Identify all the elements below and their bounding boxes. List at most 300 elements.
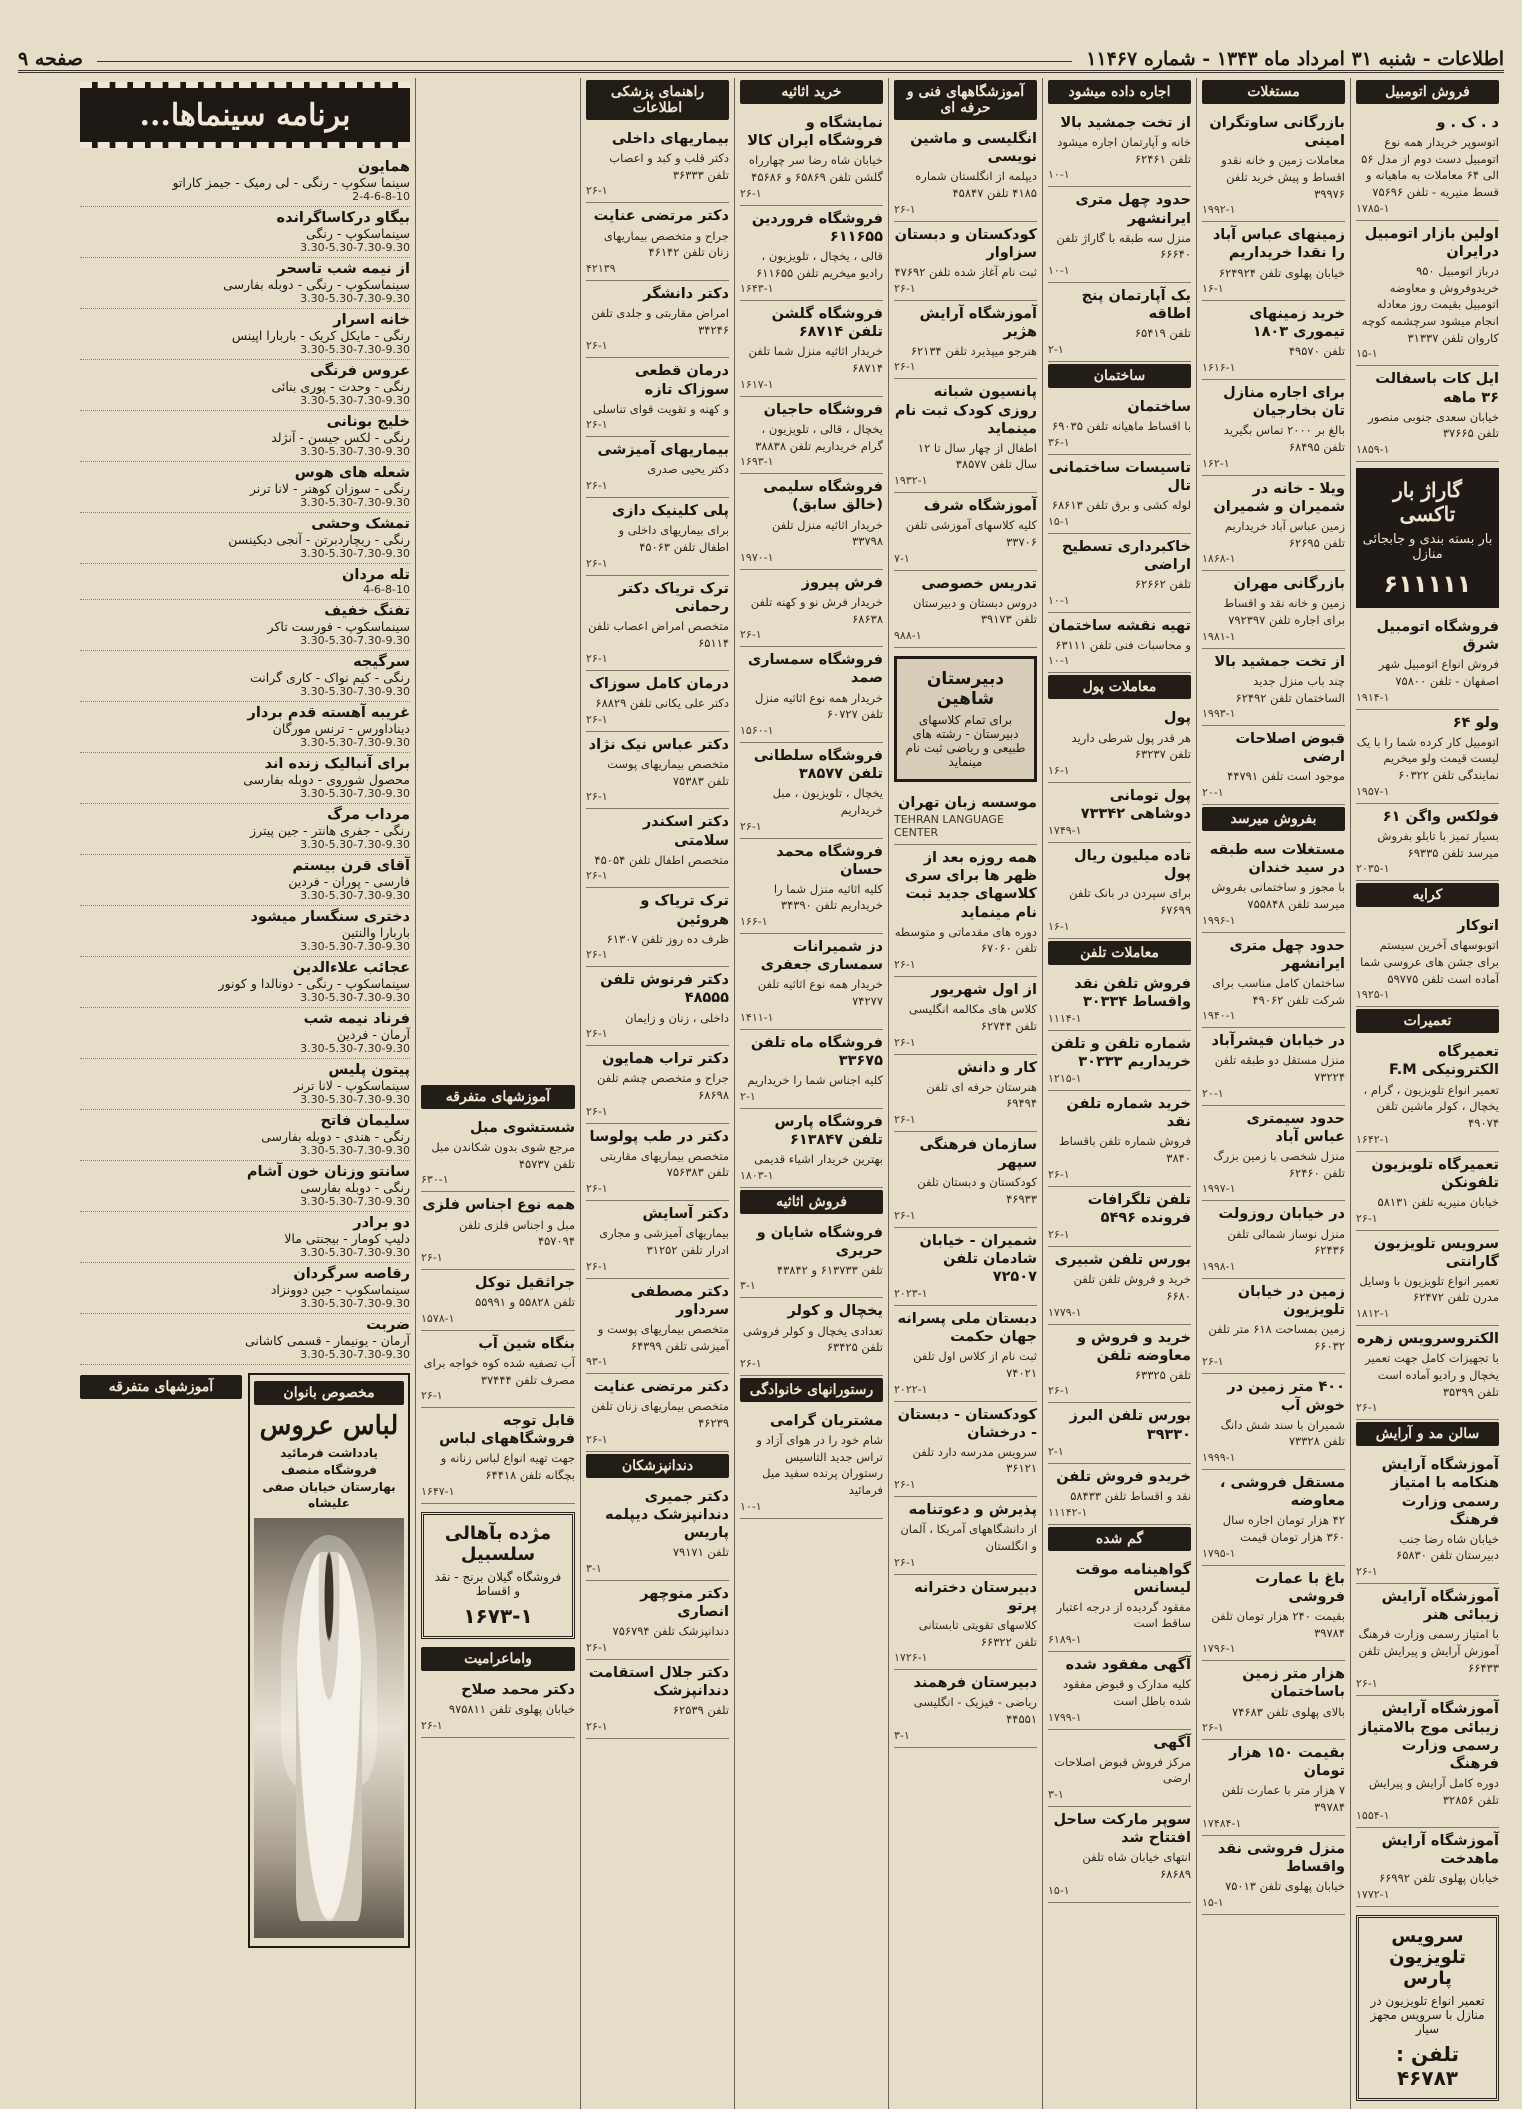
ad-code: ۲۶-۱ <box>1048 1228 1070 1242</box>
ad-title: بنگاه شین آب <box>478 1335 575 1352</box>
ad-title: دکتر جلال استقامت دندانپزشک <box>588 1664 729 1699</box>
ad-body: تلفن ۶۲۶۶۲ <box>1134 576 1191 591</box>
cinema-times: 3.30-5.30-7.30-9.30 <box>300 1348 410 1361</box>
display-ad-title: دبیرستان شاهین <box>926 669 1005 710</box>
ad-body: اتوسوپر خریدار همه نوع اتومبیل دست دوم از مدل ۵۶ الی ۶۴ معاملات به ماهیانه و قسط منیریه - تلفن ۷۵۶۹۶ <box>1361 135 1499 200</box>
cinema-name: سرگیجه <box>353 654 410 670</box>
ad-code: ۱۷۷۲-۱ <box>1356 1888 1390 1902</box>
ad-list <box>740 1220 883 1376</box>
classified-ad <box>1356 710 1499 804</box>
cinema-listing <box>80 1314 410 1365</box>
ad-title: خریدو فروش تلفن <box>1056 1468 1191 1485</box>
masthead-rule <box>97 61 1072 62</box>
ad-body: مبل و اجناس فلزی تلفن ۴۵۷۰۹۴ <box>458 1217 575 1249</box>
ad-body: منزل مستقل دو طبقه تلفن ۷۳۲۲۴ <box>1214 1053 1345 1085</box>
ad-body: موجود است تلفن ۴۴۷۹۱ <box>1227 769 1345 784</box>
classified-ad <box>586 498 729 575</box>
ad-list <box>1048 705 1191 938</box>
ad-body: شمیران با سند شش دانگ تلفن ۷۳۳۲۸ <box>1220 1417 1345 1449</box>
ad-code: ۳۶-۱ <box>1048 435 1070 449</box>
ad-title: دز شمیرانات سمساری جعفری <box>760 939 883 974</box>
display-ad-rice <box>421 1512 575 1639</box>
classified-ad <box>740 1408 883 1519</box>
ad-title: فروشگاه فروردین ۶۱۱۶۵۵ <box>751 210 883 245</box>
ad-title: فروشگاه سلیمی (خالق سابق) <box>763 479 883 514</box>
cinema-listing <box>80 1110 410 1161</box>
cinema-name: فرناد نیمه شب <box>303 1011 410 1027</box>
display-ad-title: گاراژ بار تاکسی <box>1393 478 1462 527</box>
ad-body: خریدار اثاثیه منزل شما تلفن ۶۸۷۱۴ <box>748 344 883 376</box>
classified-ad <box>894 1055 1037 1132</box>
ad-code: ۳-۱ <box>1048 1788 1064 1802</box>
ad-title: دکتر فرنوش تلفن ۴۸۵۵۵ <box>600 972 729 1007</box>
ad-list <box>740 110 883 1188</box>
cinema-listing <box>80 855 410 906</box>
ad-body: دوره های مقدماتی و متوسطه تلفن ۶۷۰۶۰ <box>894 924 1037 956</box>
ad-code: ۱۷۸۵-۱ <box>1356 201 1390 215</box>
classified-ad <box>1202 222 1345 301</box>
cinema-film: رنگی - لکس جیسن - آنژلد <box>271 430 410 445</box>
cinema-times: 3.30-5.30-7.30-9.30 <box>300 343 410 356</box>
cinema-name: همایون <box>357 159 410 175</box>
classified-ad <box>1048 705 1191 782</box>
ad-title: تاده میلیون ریال پول <box>1073 848 1191 883</box>
ad-body: ریاضی - فیزیک - انگلیسی ۴۴۵۵۱ <box>913 1695 1037 1727</box>
ad-title: دبیرستان دخترانه پرتو <box>914 1579 1037 1614</box>
ad-title: از اول شهریور <box>931 982 1037 999</box>
ad-body: تلفن ۴۹۵۷۰ <box>1288 344 1345 359</box>
ad-title: آموزشگاه شرف <box>923 498 1037 515</box>
ad-code: ۲۶-۱ <box>586 1719 608 1733</box>
classified-ad <box>1356 1584 1499 1696</box>
ad-title: آموزشگاه آرایش زیبائی موج بالامتیاز رسمی وزارت فرهنگ <box>1358 1701 1499 1772</box>
ad-code: ۱۹۳۲-۱ <box>894 474 928 488</box>
classified-ad <box>1356 1326 1499 1420</box>
cinema-name: دو برادر <box>353 1215 410 1231</box>
ad-title: انگلیسی و ماشین نویسی <box>910 131 1037 166</box>
classified-ad <box>894 1306 1037 1402</box>
cinema-times: 3.30-5.30-7.30-9.30 <box>300 292 410 305</box>
classified-ad <box>586 732 729 809</box>
ad-title: ترک تریاک و هروئین <box>640 893 729 928</box>
ad-code: ۱۹۴۰-۱ <box>1202 1009 1236 1023</box>
classified-ad <box>1048 1403 1191 1463</box>
ad-code: ۲۶-۱ <box>1356 1565 1378 1579</box>
ad-body: ظرف ده روز تلفن ۶۱۳۰۷ <box>606 931 729 946</box>
ad-title: بازرگانی ساوتگران امینی <box>1209 115 1345 150</box>
ad-title: یک آپارتمان پنج اطاقه <box>1081 288 1191 323</box>
ad-title: فرش پیروز <box>801 574 883 591</box>
ad-body: از دانشگاههای آمریکا ، آلمان و انگلستان <box>900 1522 1037 1553</box>
ad-code: ۱۵۷۸-۱ <box>421 1311 455 1325</box>
ad-body: متخصص امراض اعصاب تلفن ۶۵۱۱۴ <box>588 618 729 650</box>
ad-code: ۷-۱ <box>894 551 910 565</box>
ad-code: ۳-۱ <box>894 1728 910 1742</box>
classified-ad <box>421 1677 575 1738</box>
cinema-listing <box>80 1212 410 1263</box>
ad-title: الکتروسرویس زهره <box>1356 1331 1499 1348</box>
display-ad-garage <box>1356 468 1499 608</box>
ad-body: دیپلمه از انگلستان شماره ۴۱۸۵ تلفن ۴۵۸۴۷ <box>915 169 1037 200</box>
section-banner: فروش اتومبیل <box>1356 80 1499 104</box>
column-cinema <box>75 78 415 2109</box>
ad-body: کلیه اجناس شما را خریداریم <box>747 1072 883 1087</box>
classified-ad <box>1202 301 1345 380</box>
cinema-listing <box>80 207 410 258</box>
cinema-film: سینماسکوپ - جین دوونزاد <box>270 1282 410 1297</box>
classified-ad <box>1202 1661 1345 1740</box>
cinema-name: سانتو وزنان خون آشام <box>246 1164 410 1180</box>
classified-ad <box>1202 1836 1345 1915</box>
ad-title: از تخت جمشید بالا <box>1060 115 1191 131</box>
masthead-issue-info: اطلاعات - شنبه ۳۱ امرداد ماه ۱۳۴۳ - شماره ۱۱۴۶۷ <box>1086 48 1504 70</box>
cinema-times: 3.30-5.30-7.30-9.30 <box>300 1144 410 1157</box>
ad-code: ۲۶-۱ <box>421 1250 443 1264</box>
classified-ad <box>1356 221 1499 367</box>
cinema-times: 4-6-8-10 <box>363 583 410 596</box>
ad-code: ۶۱۸۹-۱ <box>1048 1633 1082 1647</box>
ad-body: زمین و خانه نقد و اقساط برای اجاره تلفن ۷۹۲۳۹۷ <box>1223 596 1345 628</box>
cinema-film: رنگی - دوبله بفارسی <box>300 1180 410 1195</box>
classified-ad <box>1356 804 1499 881</box>
ad-code: ۲۶-۱ <box>586 418 608 432</box>
ad-title: یخچال و کولر <box>787 1303 883 1320</box>
ad-code: ۳-۱ <box>586 1561 602 1575</box>
ad-title: آگهی <box>1153 1734 1191 1751</box>
ad-list <box>1356 1452 1499 1907</box>
ad-code: ۱۶۹۳-۱ <box>740 455 774 469</box>
ad-title: پول تومانی دوشاهی ۷۳۳۴۲ <box>1080 787 1191 823</box>
ad-body: و محاسبات فنی تلفن ۶۳۱۱۱ <box>1055 637 1191 652</box>
classified-ad <box>1356 1152 1499 1231</box>
ad-body: ۷ هزار متر با عمارت تلفن ۳۹۷۸۴ <box>1221 1783 1345 1815</box>
cinema-bottom-ads <box>80 1373 410 1948</box>
ad-title: حدود چهل متری ایرانشهر <box>1075 192 1191 227</box>
cinema-name: عروس فرنگی <box>309 363 410 379</box>
classified-ad <box>1356 614 1499 710</box>
cinema-listing <box>80 360 410 411</box>
cinema-film: سینماسکوپ - رنگی <box>306 226 410 241</box>
ad-title: ایل کات باسفالت ۳۶ ماهه <box>1375 371 1499 406</box>
classified-ad <box>586 437 729 498</box>
ad-body: سرویس مدرسه دارد تلفن ۳۶۱۲۱ <box>912 1444 1037 1476</box>
ad-title: آموزشگاه آرایش هژیر <box>919 305 1037 340</box>
cinema-overflow-spacer <box>421 78 575 1083</box>
ad-code: ۲۶-۱ <box>894 958 916 972</box>
cinema-times: 2-4-6-8-10 <box>352 190 410 203</box>
ad-list <box>1356 913 1499 1007</box>
ad-title: دکتر عباس نیک نژاد <box>588 736 729 753</box>
ad-code: ۲۰-۱ <box>1202 786 1224 800</box>
ad-code: ۲۶-۱ <box>586 556 608 570</box>
section-banner: تعمیرات <box>1356 1009 1499 1033</box>
ad-body: خریدار همه نوع اثاثیه تلفن ۷۴۲۷۷ <box>757 977 883 1009</box>
cinema-times: 3.30-5.30-7.30-9.30 <box>300 445 410 458</box>
ad-code: ۲۶-۱ <box>894 1208 916 1222</box>
ad-title: نمایشگاه و فروشگاه ایران کالا <box>747 115 883 150</box>
classified-ad <box>1048 110 1191 187</box>
ad-body: آب تصفیه شده کوه خواجه برای مصرف تلفن ۳۷۴۴۴ <box>423 1355 575 1387</box>
cinema-listing <box>80 513 410 564</box>
ad-body: قالی ، یخچال ، تلویزیون ، رادیو میخریم تلفن ۶۱۱۶۵۵ <box>756 248 883 280</box>
ad-code: ۲۶-۱ <box>894 281 916 295</box>
ad-title: تدریس خصوصی <box>921 575 1037 592</box>
classified-ad <box>1202 1201 1345 1278</box>
ad-title: تعمیرگاه الکترونیکی F.M <box>1388 1044 1499 1079</box>
ad-list <box>1356 614 1499 881</box>
cinema-film: رنگی - وحدت - پوری بنائی <box>271 379 410 394</box>
section-banner: مستغلات <box>1202 80 1345 104</box>
classified-ad <box>421 1331 575 1408</box>
ad-code: ۱۵-۱ <box>1048 514 1070 528</box>
cinema-name: دختری سنگسار میشود <box>250 909 410 925</box>
display-ad-phone: تلفن : ۴۶۷۸۳ <box>1395 2042 1460 2091</box>
cinema-name: سلیمان فاتح <box>320 1113 410 1129</box>
ad-title: زمینهای عباس آباد را نقدا خریداریم <box>1212 227 1345 262</box>
ad-title: جراثقیل توکل <box>474 1274 575 1291</box>
classified-ad <box>894 126 1037 222</box>
ad-code: ۱۶-۱ <box>1202 282 1224 296</box>
ad-title: سوپر مارکت ساحل افتتاح شد <box>1053 1812 1191 1847</box>
ad-code: ۲۶-۱ <box>421 1718 443 1732</box>
ad-list <box>894 126 1037 648</box>
section-banner: مخصوص بانوان <box>254 1381 404 1405</box>
classified-ad <box>421 1270 575 1331</box>
ad-title: دکتر آسایش <box>642 1206 729 1223</box>
ad-title: خاکبرداری تسطیح اراضی <box>1061 538 1191 573</box>
ad-code: ۱۶-۱ <box>1048 919 1070 933</box>
bride-photo <box>254 1518 404 1938</box>
ad-code: ۱۶۲-۱ <box>1202 456 1230 470</box>
ad-body: خیابان پهلوی تلفن ۶۲۴۹۲۴ <box>1218 265 1345 280</box>
cinema-listing <box>80 1008 410 1059</box>
classified-ad <box>1048 534 1191 613</box>
ad-code: ۱۹۹۸-۱ <box>1202 1259 1236 1273</box>
ad-title: تعمیرگاه تلویزیون تلفونکن <box>1371 1156 1499 1191</box>
ad-code: ۲۶-۱ <box>894 1478 916 1492</box>
cinema-name: تفنگ خفیف <box>324 603 410 619</box>
ad-code: ۱۶۶-۱ <box>740 915 768 929</box>
classified-ad <box>1202 1566 1345 1662</box>
ad-title: بیماریهای داخلی <box>611 131 729 147</box>
classified-ad <box>1048 783 1191 843</box>
ad-body: ثبت نام از کلاس اول تلفن ۷۴۰۲۱ <box>913 1349 1037 1380</box>
classified-ad <box>894 1402 1037 1498</box>
section-banner: معاملات تلفن <box>1048 941 1191 965</box>
ad-title: بازرگانی مهران <box>1233 576 1345 593</box>
classified-ad <box>1202 571 1345 648</box>
ad-title: فروشگاه حاجیان <box>763 401 883 418</box>
ad-body: بقیمت ۲۴۰ هزار تومان تلفن ۳۹۷۸۴ <box>1211 1608 1345 1640</box>
ad-code: ۲۶-۱ <box>1356 1677 1378 1691</box>
classified-ad <box>421 1192 575 1269</box>
classified-ad <box>1202 1470 1345 1566</box>
ad-code: ۲۶-۱ <box>586 1104 608 1118</box>
ad-body: دکتر یحیی صدری <box>647 462 729 477</box>
cinema-list <box>80 156 410 1365</box>
ad-body: اتومبیل کار کرده شما را با یک لیست قیمت ولو میخریم نمایندگی تلفن ۶۰۳۲۲ <box>1356 734 1499 783</box>
cinema-name: خانه اسرار <box>333 312 410 328</box>
ad-body: جراح و متخصص چشم تلفن ۶۸۶۹۸ <box>597 1071 729 1103</box>
ad-title: دبیرستان فرهمند <box>913 1675 1037 1692</box>
ad-code: ۲۶-۱ <box>586 479 608 493</box>
classified-ad <box>586 1124 729 1201</box>
cinema-film: باربارا والنتین <box>341 925 410 940</box>
ad-title: کار و دانش <box>957 1059 1037 1076</box>
cinema-listing <box>80 753 410 804</box>
classified-ad <box>1202 1106 1345 1202</box>
classified-ad <box>740 110 883 206</box>
classified-ad <box>894 790 1037 845</box>
ad-body: بیماریهای آمیزشی و مجاری ادرار تلفن ۳۱۲۵۲ <box>599 1226 729 1257</box>
classified-ad <box>740 570 883 647</box>
ad-title: فروشگاه سلطانی تلفن ۳۸۵۷۷ <box>753 747 883 783</box>
section-banner: معاملات پول <box>1048 675 1191 699</box>
ad-title: برای اجاره منازل تان بخارجیان <box>1223 385 1345 420</box>
ad-title: پلی کلینیک دازی <box>611 503 729 520</box>
ad-body: زمین عباس آباد خریداریم تلفن ۶۲۶۹۵ <box>1224 518 1345 550</box>
ad-body: جراح و متخصص بیماریهای زنان تلفن ۴۶۱۴۲ <box>603 228 729 260</box>
classified-ad <box>1048 455 1191 534</box>
classified-ad <box>1048 1187 1191 1247</box>
ad-body: کلیه کلاسهای آموزشی تلفن ۳۳۷۰۶ <box>905 518 1037 549</box>
ad-title: ساختمان <box>1127 398 1191 415</box>
classified-ad <box>894 379 1037 493</box>
ad-body: فروش انواع اتومبیل شهر اصفهان - تلفن ۷۵۸۰۰ <box>1378 657 1499 688</box>
classified-ad <box>1048 1247 1191 1324</box>
ad-body: متخصص بیماریهای پوست تلفن ۷۵۳۸۳ <box>607 757 729 788</box>
cinema-listing <box>80 156 410 207</box>
cinema-film: رنگی - ریچاردبرتن - آنجی دیکینسن <box>228 532 410 547</box>
column-furniture <box>734 78 888 2109</box>
section-banner: ساختمان <box>1048 364 1191 388</box>
cinema-name: از نیمه شب تاسحر <box>277 261 410 277</box>
cinema-name: شعله های هوس <box>294 465 410 481</box>
display-ad-school <box>894 656 1037 782</box>
ad-body: اتوبوسهای آخرین سیستم برای جشن های عروسی شما آماده است تلفن ۵۹۷۷۵ <box>1360 938 1499 986</box>
classified-ad <box>586 1660 729 1739</box>
classified-ad <box>586 1374 729 1451</box>
classified-ad <box>894 493 1037 570</box>
ad-code: TEHRAN LANGUAGE CENTER <box>894 813 1004 840</box>
classified-ad <box>1356 1696 1499 1828</box>
column-car-sales <box>1350 78 1504 2109</box>
classified-ad <box>1048 1325 1191 1404</box>
ad-title: بیماریهای آمیزشی <box>597 442 729 459</box>
ad-body: تلفن ۶۳۳۲۵ <box>1134 1367 1191 1382</box>
ad-body: متخصص اطفال تلفن ۴۵۰۵۴ <box>594 852 729 867</box>
ad-body: و کهنه و تقویت قوای تناسلی <box>592 401 729 416</box>
ad-code: ۲۶-۱ <box>894 360 916 374</box>
ad-title: فولکس واگن ۶۱ <box>1382 808 1499 825</box>
ad-title: اولین بازار اتومبیل درایران <box>1364 225 1499 260</box>
ad-title: مستقل فروشی ، معاوضه <box>1219 1475 1345 1510</box>
cinema-times: 3.30-5.30-7.30-9.30 <box>300 1195 410 1208</box>
ad-title: بورس تلفن البرز ۳۹۳۳۰ <box>1069 1408 1191 1443</box>
ad-code: ۲۰۲۲-۱ <box>894 1382 928 1396</box>
ad-body: مرجع شوی بدون شکاندن مبل تلفن ۴۵۷۳۷ <box>431 1140 575 1171</box>
classified-ad <box>894 1228 1037 1306</box>
classified-ad <box>586 126 729 203</box>
section-banner: گم شده <box>1048 1527 1191 1551</box>
classified-ad <box>740 1220 883 1299</box>
ad-body: با مجوز و ساختمانی بفروش میرسد تلفن ۷۵۵۸۴۸ <box>1211 880 1345 912</box>
ad-list <box>1048 394 1191 673</box>
cinema-listing <box>80 258 410 309</box>
ad-body: خیابان پهلوی تلفن ۶۶۹۹۲ <box>1379 1871 1499 1886</box>
ad-title: دکتر منوچهر انصاری <box>640 1585 729 1620</box>
ad-title: آموزشگاه آرایش هنکامه با امتیاز رسمی وزارت فرهنگ <box>1381 1457 1499 1528</box>
ad-code: ۲۶-۱ <box>740 186 762 200</box>
classified-ad <box>1202 649 1345 726</box>
cinema-film: سینماسکوپ - لانا ترنر <box>293 1078 410 1093</box>
ad-body: امراض مقاربتی و جلدی تلفن ۳۴۲۴۶ <box>591 306 729 337</box>
cinema-film: سینما سکوپ - رنگی - لی رمیک - جیمز کاراتو <box>172 175 410 190</box>
classified-ad <box>1202 933 1345 1029</box>
classified-ad <box>586 281 729 358</box>
cinema-listing <box>80 309 410 360</box>
ad-body: انتهای خیابان شاه تلفن ۶۸۶۸۹ <box>1082 1850 1191 1881</box>
ad-title: فروشگاه ماه تلفن ۳۳۶۷۵ <box>750 1034 883 1069</box>
classified-ad <box>894 571 1037 648</box>
ad-code: ۹۸۸-۱ <box>894 629 922 643</box>
ad-list <box>421 1677 575 1738</box>
masthead <box>18 40 1504 73</box>
cinema-name: ضربت <box>366 1317 410 1333</box>
classified-ad <box>1202 1279 1345 1375</box>
cinema-listing <box>80 804 410 855</box>
ad-code: ۱۶۱۶-۱ <box>1202 361 1236 375</box>
ad-body: تعمیر انواع تلویزیون با وسایل مدرن تلفن ۶۲۴۷۲ <box>1359 1273 1499 1305</box>
ad-title: دکتر در طب پولوسا <box>589 1128 729 1145</box>
ad-list <box>1356 1039 1499 1420</box>
ad-body: خریدار اثاثیه منزل تلفن ۳۳۷۹۸ <box>771 517 883 549</box>
cinema-header: برنامه سینماها... <box>80 82 410 148</box>
cinema-name: برای آنبالیک زنده اند <box>264 756 410 772</box>
ad-list <box>740 1408 883 1519</box>
display-ad-tv-service <box>1356 1915 1499 2101</box>
section-banner: دندانپزشکان <box>586 1454 729 1478</box>
classified-ad <box>894 1575 1037 1671</box>
ad-title: سرویس تلویزیون گارانتی <box>1373 1235 1499 1270</box>
section-banner: اجاره داده میشود <box>1048 80 1191 104</box>
cinema-listing <box>80 957 410 1008</box>
ad-body: کلیه اثاثیه منزل شما را خریداریم تلفن ۳۴۳۹۰ <box>773 881 883 913</box>
cinema-film: رنگی - جفری هانتر - جین پیترز <box>250 823 410 838</box>
cinema-film: رنگی - هندی - دوبله بفارسی <box>261 1129 410 1144</box>
ad-body: اطفال از چهار سال تا ۱۲ سال تلفن ۳۸۵۷۷ <box>917 440 1037 472</box>
ad-code: ۱۷۹۶-۱ <box>1202 1642 1236 1656</box>
classified-ad <box>586 809 729 888</box>
ad-title: حدود سیمتری عباس آباد <box>1246 1110 1345 1145</box>
ad-body: خیابان شاه رضا جنب دبیرستان تلفن ۶۵۸۳۰ <box>1396 1531 1499 1563</box>
ad-code: ۱۵-۱ <box>1202 1895 1224 1909</box>
cinema-times: 3.30-5.30-7.30-9.30 <box>300 940 410 953</box>
cinema-film: رنگی - سوزان کوهنر - لانا ترنر <box>249 481 410 496</box>
cinema-name: تله مردان <box>342 567 410 583</box>
ad-list <box>586 126 729 1452</box>
ad-title: دکتر اسکندر سلامتی <box>642 814 729 849</box>
ad-title: ۴۰۰ متر زمین در خوش آب <box>1227 1379 1345 1414</box>
ad-title: در خیابان فیشرآباد <box>1211 1033 1345 1050</box>
classified-ad <box>586 1484 729 1581</box>
classified-ad <box>1048 843 1191 939</box>
ad-title: فروشگاه محمد حسان <box>776 843 883 878</box>
cinema-listing <box>80 1161 410 1212</box>
column-rentals <box>1042 78 1196 2109</box>
cinema-listing <box>80 411 410 462</box>
cinema-times: 3.30-5.30-7.30-9.30 <box>300 1093 410 1106</box>
